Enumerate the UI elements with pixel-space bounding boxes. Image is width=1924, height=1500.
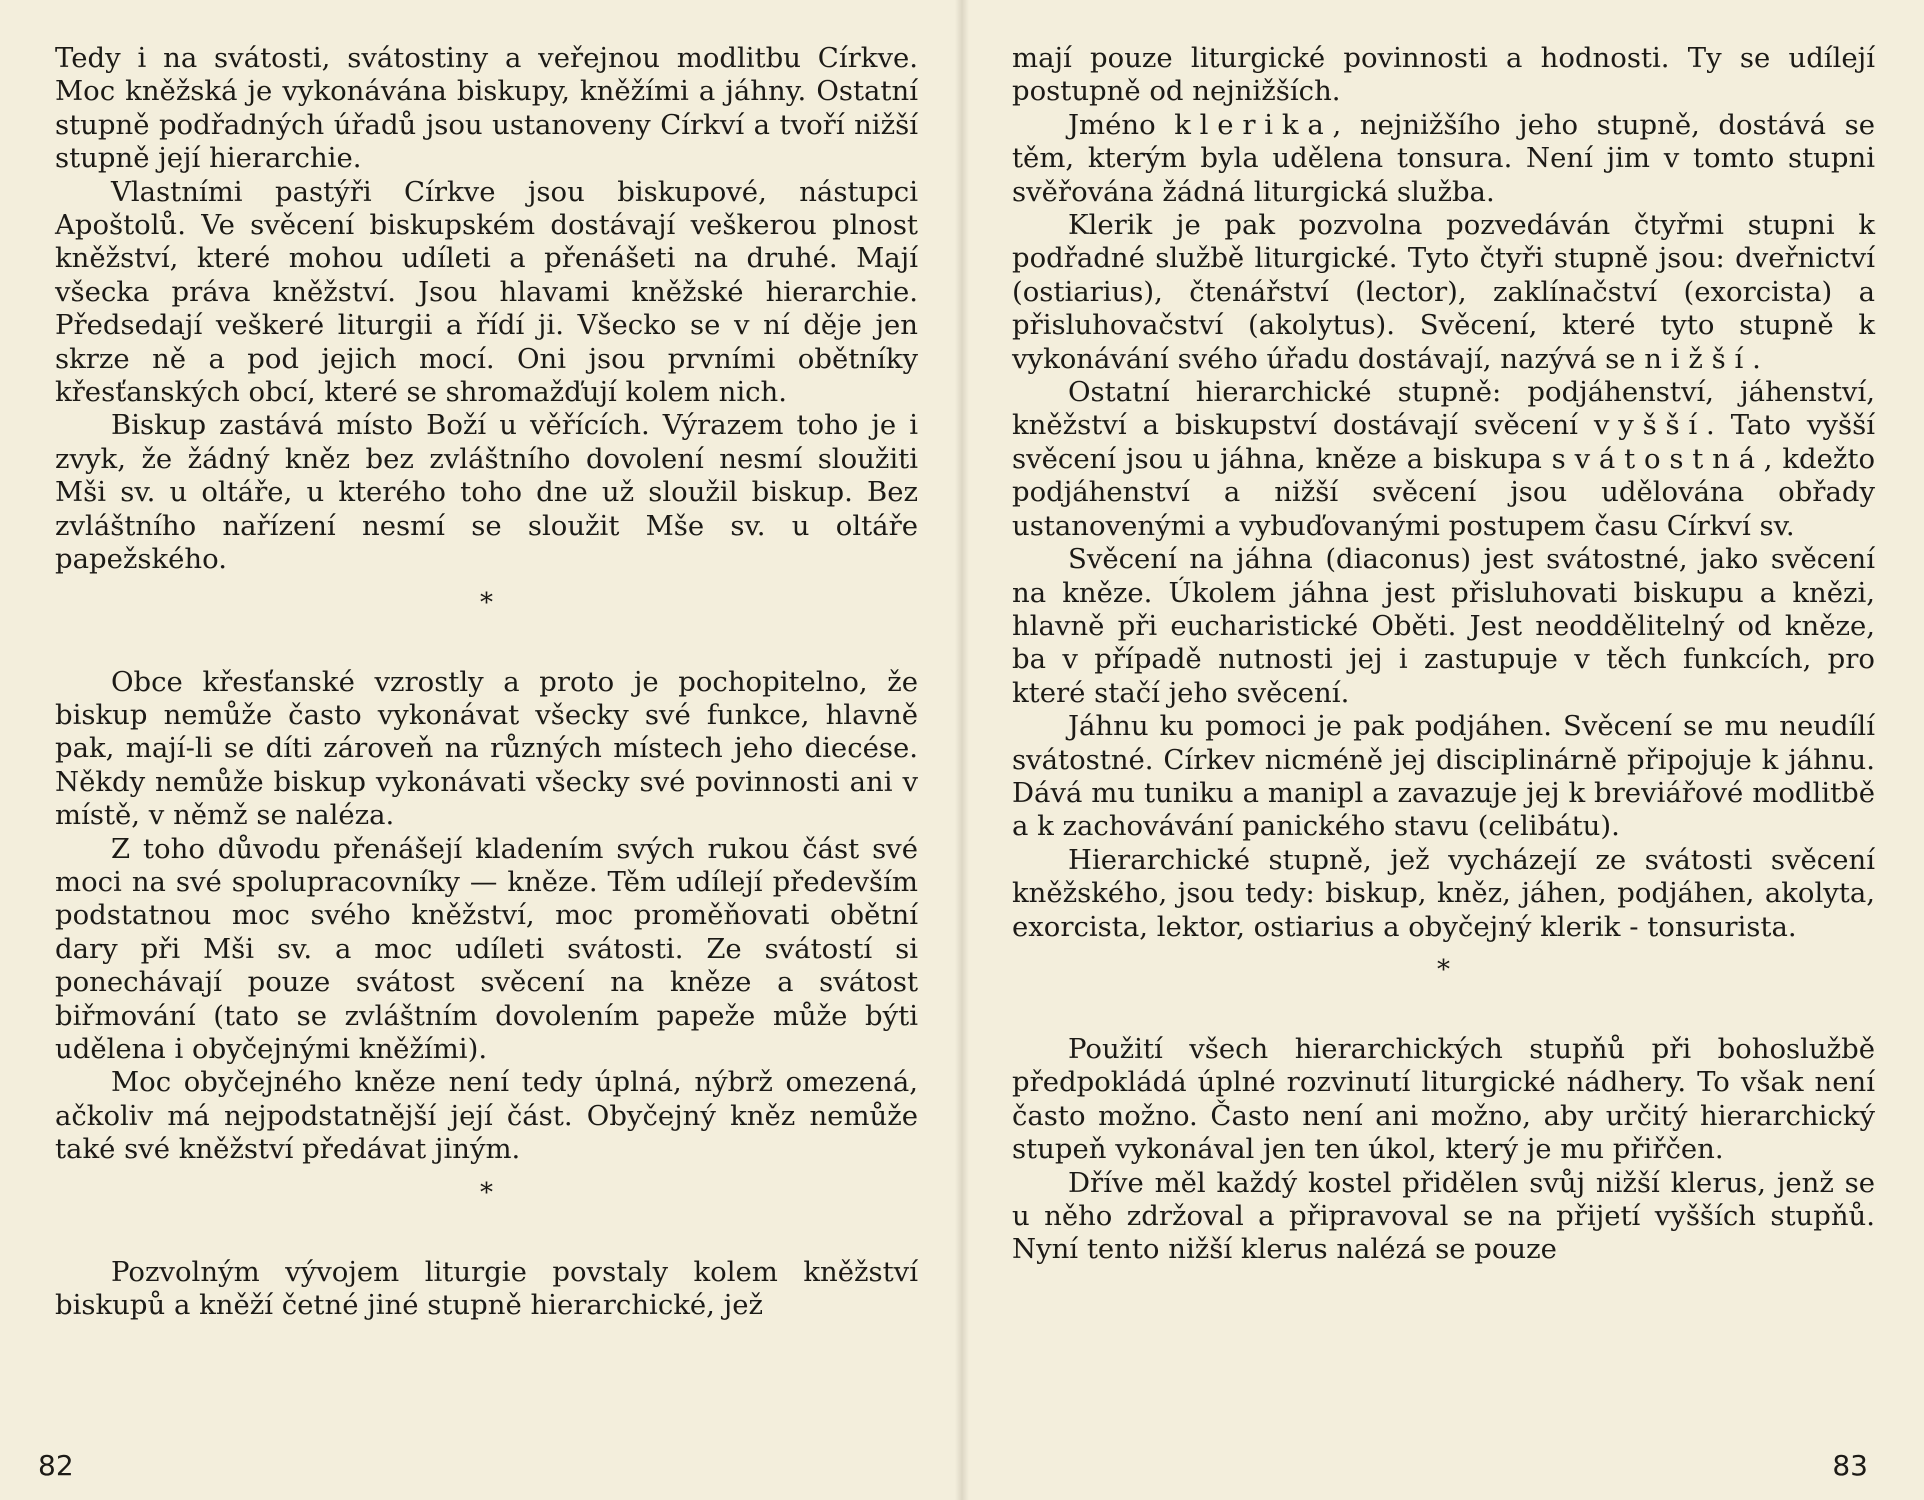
paragraph-text: Jáhnu ku pomoci je pak podjáhen. Svěcení se mu neudílí svátostné. Církev nicméně jej disciplinárně připojuje k jáhnu. Dává mu tuniku a manipl a zavazuje jej k breviářové modlitbě a k zachovávání panického stavu (celibátu). (1012, 710, 1875, 843)
paragraph-text: , kdežto podjáhenství a nižší svěcení jsou udělována obřady ustanovenými a vybuďovanými postupem času Církví sv. (1012, 442, 1875, 542)
left-page-text (55, 42, 918, 1322)
right-page (962, 0, 1924, 1500)
paragraph (1012, 710, 1875, 844)
paragraph-text: Jméno (1068, 108, 1175, 141)
paragraph: Moc obyčejného kněze není tedy úplná, nýbrž omezená, ačkoliv má nejpodstatnější její část. Obyčejný kněz nemůže také své kněžství předávat jiným. (55, 1066, 918, 1166)
paragraph: Z toho důvodu přenášejí kladením svých rukou část své moci na své spolupracovníky — kněze. Těm udílejí především podstatnou moc svého kněžství, moc proměňovati obětní dary při Mši sv. a moc udíleti svátosti. Ze svátostí si ponechávají pouze svátost svěcení na kněze a svátost biřmování (tato se zvláštním dovolením papeže může býti udělena i obyčejnými kněžími). (55, 832, 918, 1065)
paragraph: Vlastními pastýři Církve jsou biskupové, nástupci Apoštolů. Ve svěcení biskupském dostávají veškerou plnost kněžství, které mohou udíleti a přenášeti na druhé. Mají všecka práva kněžství. Jsou hlavami kněžské hierarchie. Předsedají veškeré liturgii a řídí ji. Všecko se v ní děje jen skrze ně a pod jejich mocí. Oni jsou prvními obětníky křesťanských obcí, které se shromažďují kolem nich. (55, 175, 918, 409)
paragraph-text: Svěcení na jáhna (diaconus) jest svátostné, jako svěcení na kněze. Úkolem jáhna jest přisluhovati biskupu a knězi, hlavně při eucharistické Oběti. Jest neoddělitelný od kněze, ba v případě nutnosti jej i zastupuje v těch funkcích, pro které stačí jeho svěcení. (1012, 543, 1875, 709)
spaced-emphasis: svátostná (1551, 442, 1764, 475)
paragraph (1012, 42, 1875, 109)
section-separator: * (1437, 954, 1450, 985)
right-page-text (1012, 42, 1875, 1267)
paragraph-text: . (1752, 342, 1761, 375)
spaced-emphasis: nižší (1644, 342, 1753, 375)
paragraph: Použití všech hierarchických stupňů při bohoslužbě předpokládá úplné rozvinutí liturgické nádhery. To však není často možno. Často není ani možno, aby určitý hierarchický stupeň vykonával jen ten úkol, který je mu přiřčen. (1012, 1032, 1875, 1166)
paragraph (1012, 844, 1875, 944)
paragraph (1012, 543, 1875, 710)
paragraph: Pozvolným vývojem liturgie povstaly kolem kněžství biskupů a kněží četné jiné stupně hierarchické, jež (55, 1255, 918, 1321)
paragraph-text: . Tato vyšší svěcení jsou u jáhna, kněze a biskupa (1012, 409, 1875, 475)
paragraph-text: Ostatní hierarchické stupně: podjáhenství, jáhenství, kněžství a biskupství dostávají svěcení (1012, 376, 1875, 442)
page-number: 83 (1832, 1449, 1868, 1482)
paragraph-text: Hierarchické stupně, jež vycházejí ze svátosti svěcení kněžského, jsou tedy: biskup, kněz, jáhen, podjáhen, akolyta, exorcista, lektor, ostiarius a obyčejný klerik - tonsurista. (1012, 843, 1875, 943)
paragraph-text: , nejnižšího jeho stupně, dostává se těm, kterým byla udělena tonsura. Není jim v tomto stupni svěřována žádná liturgická služba. (1012, 108, 1875, 208)
section-separator: * (480, 1177, 493, 1208)
spaced-emphasis: vyšší (1593, 409, 1707, 442)
paragraph: Obce křesťanské vzrostly a proto je pochopitelno, že biskup nemůže často vykonávat všecky své funkce, hlavně pak, mají-li se díti zároveň na různých místech jeho diecése. Někdy nemůže biskup vykonávati všecky své povinnosti ani v místě, v němž se naléza. (55, 665, 918, 832)
paragraph (1012, 109, 1875, 209)
spaced-emphasis: klerika (1174, 108, 1333, 141)
paragraph: Dříve měl každý kostel přidělen svůj nižší klerus, jenž se u něho zdržoval a připravoval se na přijetí vyšších stupňů. Nyní tento nižší klerus nalézá se pouze (1012, 1166, 1875, 1266)
paragraph-text: mají pouze liturgické povinnosti a hodnosti. Ty se udílejí postupně od nejnižších. (1012, 42, 1875, 108)
paragraph (1012, 376, 1875, 543)
paragraph (1012, 209, 1875, 376)
page-number: 82 (38, 1449, 74, 1482)
paragraph: Tedy i na svátosti, svátostiny a veřejnou modlitbu Církve. Moc kněžská je vykonávána biskupy, kněžími a jáhny. Ostatní stupně podřadných úřadů jsou ustanoveny Církví a tvoří nižší stupně její hierarchie. (55, 42, 918, 175)
paragraph: Biskup zastává místo Boží u věřících. Výrazem toho je i zvyk, že žádný kněz bez zvláštního dovolení nesmí sloužiti Mši sv. u oltáře, u kterého toho dne už sloužil biskup. Bez zvláštního nařízení nesmí se sloužit Mše sv. u oltáře papežského. (55, 409, 918, 576)
section-separator: * (480, 587, 493, 618)
paragraph-text: Klerik je pak pozvolna pozvedáván čtyřmi stupni k podřadné službě liturgické. Tyto čtyři stupně jsou: dveřnictví (ostiarius), čtenářství (lector), zaklínačství (exorcista) a přisluhovačství (akolytus). Svěcení, které tyto stupně k vykonávání svého úřadu dostávají, nazývá se (1012, 209, 1875, 375)
